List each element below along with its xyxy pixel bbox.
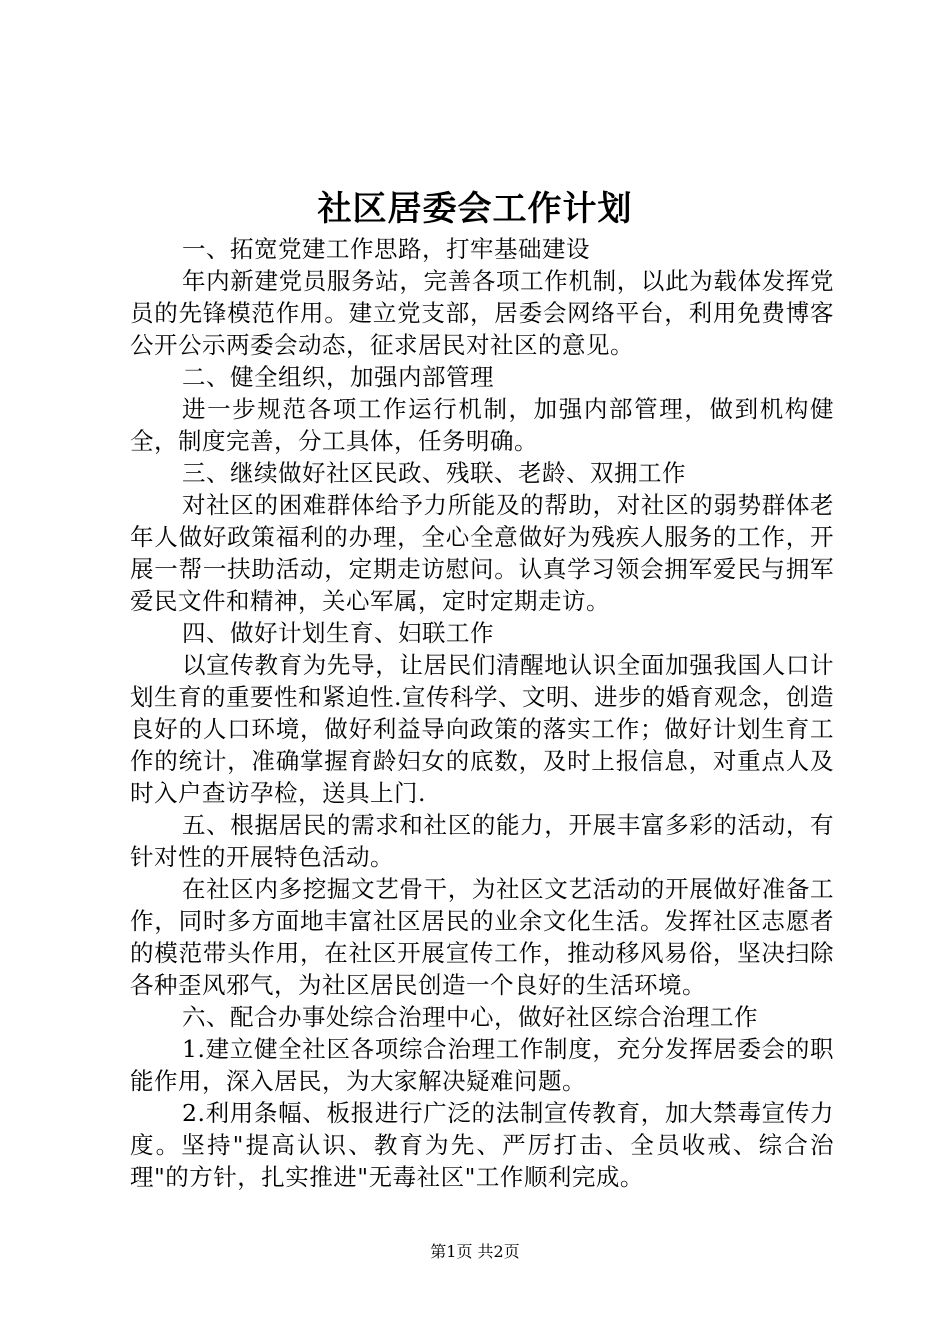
paragraph: 2.利用条幅、板报进行广泛的法制宣传教育，加大禁毒宣传力度。坚持"提高认识、教育为先、严厉打击、全员收戒、综合治理"的方针，扎实推进"无毒社区"工作顺利完成。: [130, 1099, 834, 1191]
section-heading: 三、继续做好社区民政、残联、老龄、双拥工作: [182, 459, 686, 487]
paragraph: 在社区内多挖掘文艺骨干，为社区文艺活动的开展做好准备工作，同时多方面地丰富社区居民的业余文化生活。发挥社区志愿者的模范带头作用，在社区开展宣传工作，推动移风易俗，坚决扫除各种歪风邪气，为社区居民创造一个良好的生活环境。: [130, 875, 834, 999]
document-body: [130, 233, 834, 1193]
section-heading: 六、配合办事处综合治理中心，做好社区综合治理工作: [182, 1003, 758, 1031]
page-number: 第1页 共2页: [430, 1242, 520, 1261]
section-heading: 一、拓宽党建工作思路，打牢基础建设: [182, 235, 590, 263]
paragraph: 年内新建党员服务站，完善各项工作机制，以此为载体发挥党员的先锋模范作用。建立党支部，居委会网络平台，利用免费博客公开公示两委会动态，征求居民对社区的意见。: [130, 267, 834, 359]
paragraph: 以宣传教育为先导，让居民们清醒地认识全面加强我国人口计划生育的重要性和紧迫性.宣传科学、文明、进步的婚育观念，创造良好的人口环境，做好利益导向政策的落实工作；做好计划生育工作的统计，准确掌握育龄妇女的底数，及时上报信息，对重点人及时入户查访孕检，送具上门.: [130, 651, 834, 807]
section-heading: 五、根据居民的需求和社区的能力，开展丰富多彩的活动，有针对性的开展特色活动。: [130, 811, 834, 871]
section-heading: 四、做好计划生育、妇联工作: [182, 619, 494, 647]
section-heading: 二、健全组织，加强内部管理: [182, 363, 494, 391]
document-title: 社区居委会工作计划: [317, 189, 633, 229]
paragraph: 对社区的困难群体给予力所能及的帮助，对社区的弱势群体老年人做好政策福利的办理，全心全意做好为残疾人服务的工作，开展一帮一扶助活动，定期走访慰问。认真学习领会拥军爱民与拥军爱民文件和精神，关心军属，定时定期走访。: [130, 491, 834, 615]
paragraph: 进一步规范各项工作运行机制，加强内部管理，做到机构健全，制度完善，分工具体，任务明确。: [130, 395, 834, 455]
paragraph: 1.建立健全社区各项综合治理工作制度，充分发挥居委会的职能作用，深入居民，为大家解决疑难问题。: [130, 1035, 834, 1095]
